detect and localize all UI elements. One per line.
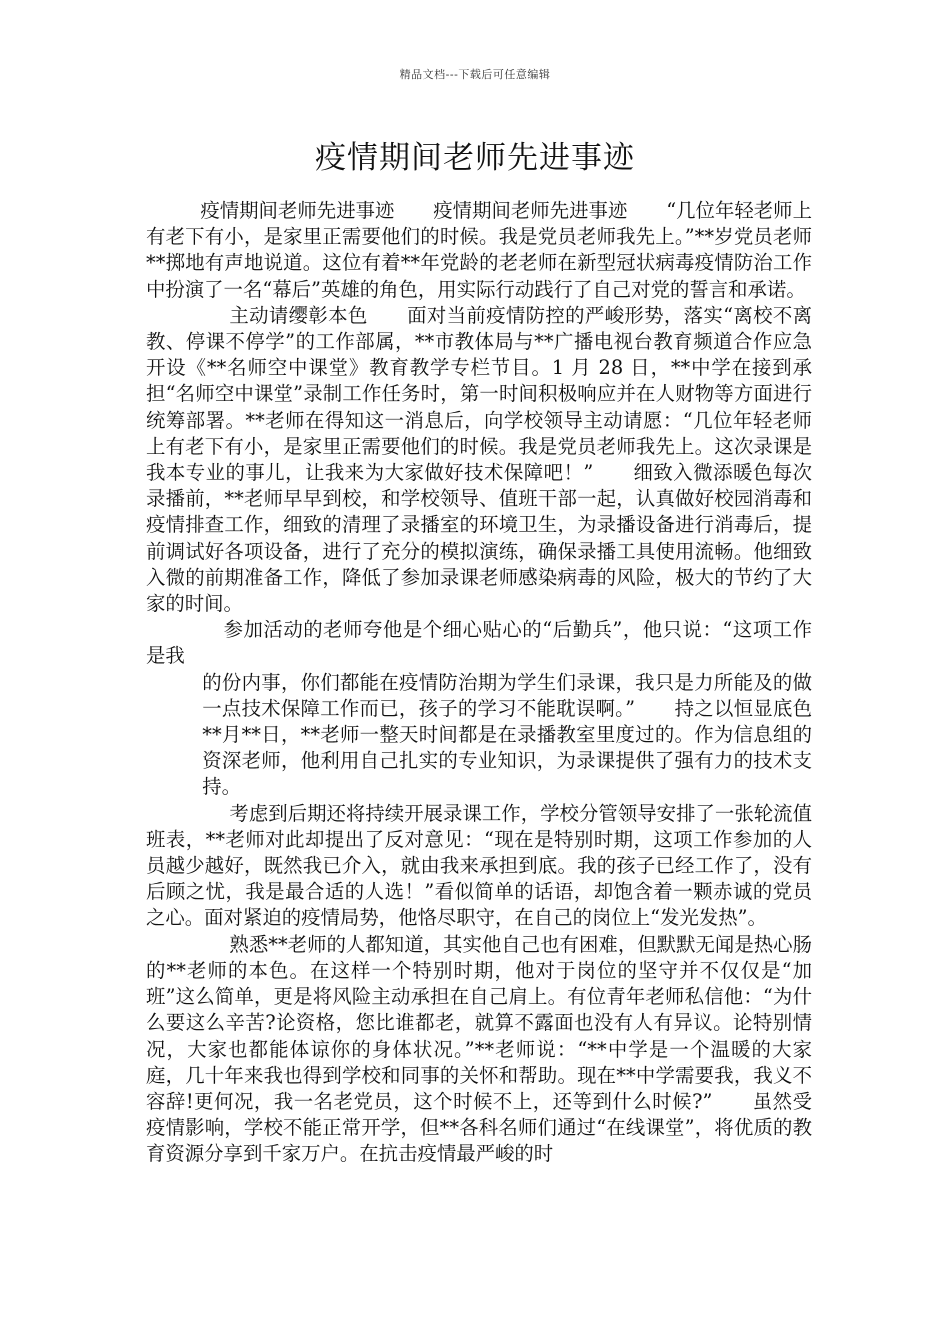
paragraph-intro: 疫情期间老师先进事迹 疫情期间老师先进事迹 “几位年轻老师上有老下有小，是家里正需要他们的时候。我是党员老师我先上。”**岁党员老师**掷地有声地说道。这位有着**年党龄的老老师在新型冠状病毒疫情防治工作中扮演了一名“幕后”英雄的角色，用实际行动践行了自己对党的誓言和承诺。 [146, 199, 812, 301]
document-body [146, 198, 851, 1168]
page-header-note: 精品文档---下载后可任意编辑 [399, 68, 551, 81]
paragraph-duty-roster: 考虑到后期还将持续开展录课工作，学校分管领导安排了一张轮流值班表，**老师对此却提出了反对意见：“现在是特别时期，这项工作参加的人员越少越好，既然我已介入，就由我来承担到底。我的孩子已经工作了，没有后顾之忧，我是最合适的人选！”看似简单的话语，却饱含着一颗赤诚的党员之心。面对紧迫的疫情局势，他恪尽职守，在自己的岗位上“发光发热”。 [146, 801, 812, 930]
paragraph-persistence: 的份内事，你们都能在疫情防治期为学生们录课，我只是力所能及的做一点技术保障工作而已，孩子的学习不能耽误啊。” 持之以恒显底色 **月**日，**老师一整天时间都是在录播教室里度过的。作为信息组的资深老师，他利用自己扎实的专业知识，为录课提供了强有力的技术支持。 [202, 670, 851, 799]
document-title: 疫情期间老师先进事迹 [315, 140, 635, 176]
paragraph-logistics: 参加活动的老师夸他是个细心贴心的“后勤兵”，他只说：“这项工作是我 [146, 618, 812, 668]
paragraph-volunteer: 主动请缨彰本色 面对当前疫情防控的严峻形势，落实“离校不离教、停课不停学”的工作部属，**市教体局与**广播电视台教育频道合作应急开设《**名师空中课堂》教育教学专栏节目。1 月 28 日，**中学在接到承担“名师空中课堂”录制工作任务时，第一时间积极响应并在人财物等方面进行统筹部署。**老师在得知这一消息后，向学校领导主动请愿：“几位年轻老师上有老下有小，是家里正需要他们的时候。我是党员老师我先上。这次录课是我本专业的事儿，让我来为大家做好技术保障吧！” 细致入微添暖色每次录播前，**老师早早到校，和学校领导、值班干部一起，认真做好校园消毒和疫情排查工作，细致的清理了录播室的环境卫生，为录播设备进行消毒后，提前调试好各项设备，进行了充分的模拟演练，确保录播工具使用流畅。他细致入微的前期准备工作，降低了参加录课老师感染病毒的风险，极大的节约了大家的时间。 [146, 303, 812, 616]
paragraph-dedication: 熟悉**老师的人都知道，其实他自己也有困难，但默默无闻是热心肠的**老师的本色。在这样一个特别时期，他对于岗位的坚守并不仅仅是“加班”这么简单，更是将风险主动承担在自己肩上。有位青年老师私信他：“为什么要这么辛苦?论资格，您比谁都老，就算不露面也没有人有异议。论特别情况，大家也都能体谅你的身体状况。”**老师说：“**中学是一个温暖的大家庭，几十年来我也得到学校和同事的关怀和帮助。现在**中学需要我，我义不容辞!更何况，我一名老党员，这个时候不上，还等到什么时候?” 虽然受疫情影响，学校不能正常开学，但**各科名师们通过“在线课堂”，将优质的教育资源分享到千家万户。在抗击疫情最严峻的时 [146, 932, 812, 1166]
